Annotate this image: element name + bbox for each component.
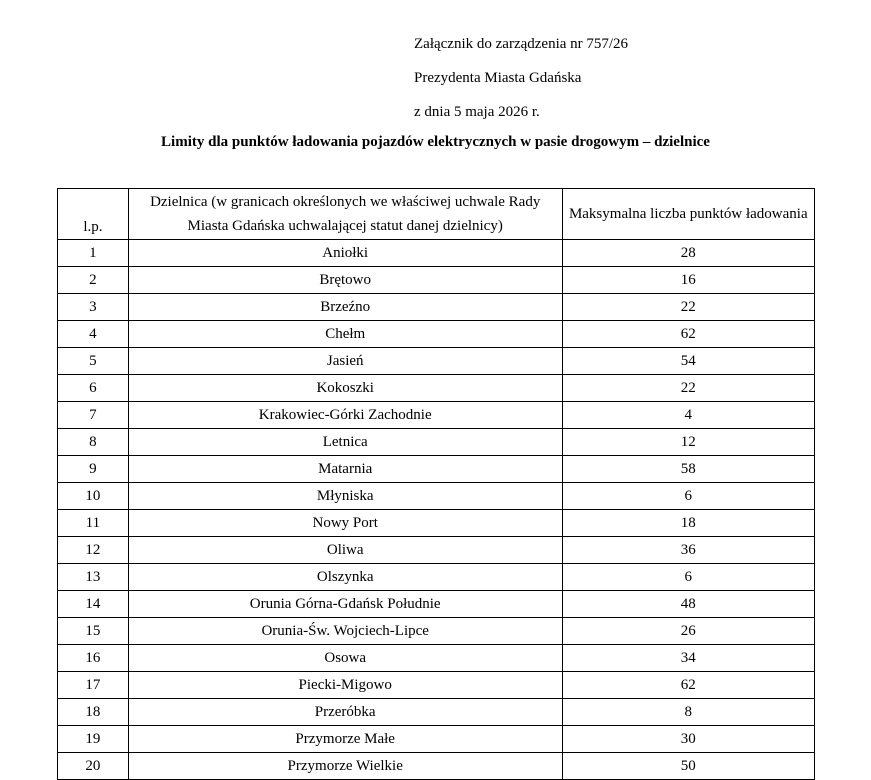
header-limit: Maksymalna liczba punktów ładowania — [562, 189, 814, 240]
cell-limit: 22 — [562, 294, 814, 321]
cell-limit: 34 — [562, 645, 814, 672]
table-row — [58, 240, 815, 267]
table-header-row — [58, 189, 815, 240]
cell-district: Kokoszki — [128, 375, 562, 402]
table-row — [58, 753, 815, 780]
cell-district: Matarnia — [128, 456, 562, 483]
cell-limit: 62 — [562, 321, 814, 348]
cell-limit: 50 — [562, 753, 814, 780]
cell-district: Oliwa — [128, 537, 562, 564]
table-row — [58, 645, 815, 672]
cell-district: Osowa — [128, 645, 562, 672]
cell-lp: 9 — [58, 456, 129, 483]
cell-limit: 6 — [562, 483, 814, 510]
cell-district: Orunia-Św. Wojciech-Lipce — [128, 618, 562, 645]
cell-lp: 4 — [58, 321, 129, 348]
cell-limit: 26 — [562, 618, 814, 645]
cell-district: Przymorze Małe — [128, 726, 562, 753]
table-row — [58, 537, 815, 564]
table-row — [58, 699, 815, 726]
cell-lp: 8 — [58, 429, 129, 456]
cell-lp: 5 — [58, 348, 129, 375]
table-row — [58, 591, 815, 618]
cell-district: Aniołki — [128, 240, 562, 267]
document-title: Limity dla punktów ładowania pojazdów elektrycznych w pasie drogowym – dzielnice — [161, 134, 710, 150]
cell-limit: 12 — [562, 429, 814, 456]
cell-district: Przeróbka — [128, 699, 562, 726]
table-row — [58, 321, 815, 348]
cell-lp: 19 — [58, 726, 129, 753]
cell-limit: 22 — [562, 375, 814, 402]
attachment-reference: Załącznik do zarządzenia nr 757/26 — [414, 36, 629, 52]
cell-limit: 18 — [562, 510, 814, 537]
cell-district: Nowy Port — [128, 510, 562, 537]
table-body — [58, 240, 815, 780]
cell-limit: 62 — [562, 672, 814, 699]
attachment-header — [414, 33, 628, 135]
cell-lp: 17 — [58, 672, 129, 699]
limits-table — [57, 188, 815, 780]
cell-district: Olszynka — [128, 564, 562, 591]
cell-district: Brzeźno — [128, 294, 562, 321]
cell-district: Piecki-Migowo — [128, 672, 562, 699]
cell-limit: 36 — [562, 537, 814, 564]
cell-lp: 10 — [58, 483, 129, 510]
table-row — [58, 564, 815, 591]
cell-lp: 20 — [58, 753, 129, 780]
cell-lp: 11 — [58, 510, 129, 537]
cell-lp: 12 — [58, 537, 129, 564]
cell-district: Brętowo — [128, 267, 562, 294]
cell-limit: 4 — [562, 402, 814, 429]
cell-limit: 30 — [562, 726, 814, 753]
cell-lp: 2 — [58, 267, 129, 294]
table-row — [58, 267, 815, 294]
cell-limit: 54 — [562, 348, 814, 375]
cell-limit: 28 — [562, 240, 814, 267]
cell-district: Chełm — [128, 321, 562, 348]
issuing-authority: Prezydenta Miasta Gdańska — [414, 70, 582, 86]
cell-district: Orunia Górna-Gdańsk Południe — [128, 591, 562, 618]
cell-lp: 15 — [58, 618, 129, 645]
cell-limit: 48 — [562, 591, 814, 618]
cell-lp: 16 — [58, 645, 129, 672]
table-row — [58, 375, 815, 402]
table-row — [58, 429, 815, 456]
cell-lp: 6 — [58, 375, 129, 402]
cell-district: Letnica — [128, 429, 562, 456]
cell-lp: 18 — [58, 699, 129, 726]
cell-lp: 7 — [58, 402, 129, 429]
table-row — [58, 294, 815, 321]
table-row — [58, 510, 815, 537]
cell-limit: 8 — [562, 699, 814, 726]
cell-district: Krakowiec-Górki Zachodnie — [128, 402, 562, 429]
cell-district: Młyniska — [128, 483, 562, 510]
cell-lp: 13 — [58, 564, 129, 591]
cell-lp: 1 — [58, 240, 129, 267]
table-row — [58, 726, 815, 753]
cell-limit: 16 — [562, 267, 814, 294]
cell-district: Przymorze Wielkie — [128, 753, 562, 780]
table-row — [58, 456, 815, 483]
issue-date: z dnia 5 maja 2026 r. — [414, 104, 540, 120]
header-lp: l.p. — [58, 189, 129, 240]
table-row — [58, 672, 815, 699]
cell-district: Jasień — [128, 348, 562, 375]
cell-limit: 58 — [562, 456, 814, 483]
cell-lp: 14 — [58, 591, 129, 618]
table-row — [58, 618, 815, 645]
header-district: Dzielnica (w granicach określonych we właściwej uchwale Rady Miasta Gdańska uchwalającej statut danej dzielnicy) — [128, 189, 562, 240]
table-row — [58, 483, 815, 510]
cell-lp: 3 — [58, 294, 129, 321]
table-row — [58, 402, 815, 429]
cell-limit: 6 — [562, 564, 814, 591]
table-row — [58, 348, 815, 375]
